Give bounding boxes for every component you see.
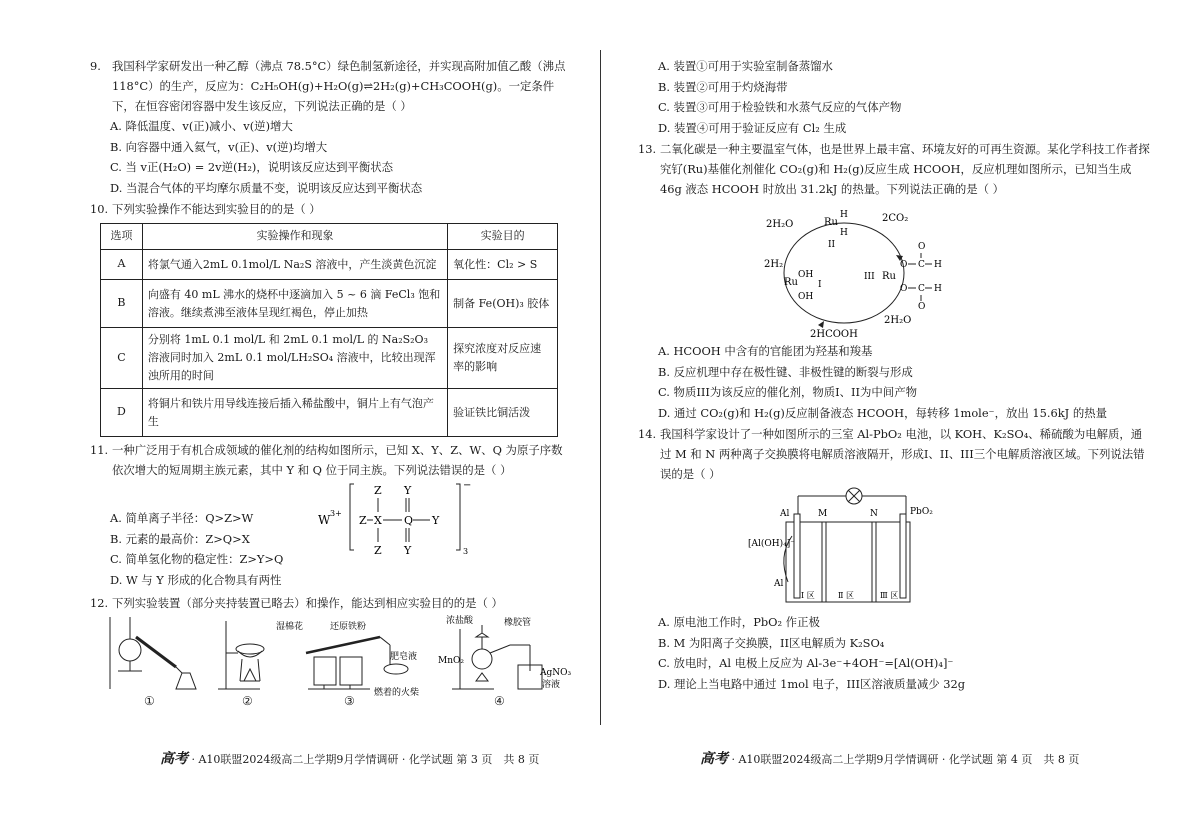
mech-co2: 2CO₂ bbox=[882, 213, 909, 224]
mech-h-right1: H bbox=[934, 260, 942, 270]
footer-text: · A10联盟2024级高二上学期9月学情调研 · 化学试题 第 3 页 共 8 页 bbox=[191, 753, 540, 766]
mech-o-2: O bbox=[900, 284, 908, 294]
mech-oh-left2: OH bbox=[798, 292, 814, 302]
mech-ru-right: Ru bbox=[882, 271, 896, 282]
mech-h2o-top: 2H₂O bbox=[766, 219, 794, 230]
question-14 bbox=[638, 424, 1150, 694]
label-solution: 溶液 bbox=[542, 680, 561, 690]
option-d: D. 当混合气体的平均摩尔质量不变，说明该反应达到平衡状态 bbox=[110, 180, 423, 195]
figure-label-2: ② bbox=[242, 694, 253, 708]
question-12 bbox=[90, 593, 572, 711]
cell-al-bottom: Al bbox=[774, 579, 784, 589]
option-a: A. 原电池工作时，PbO₂ 作正极 bbox=[658, 615, 820, 629]
table-row bbox=[101, 328, 558, 389]
question-stem: 下列实验操作不能达到实验目的的是（ ） bbox=[112, 202, 321, 216]
label-soap: 肥皂液 bbox=[390, 652, 418, 662]
figure-label-1: ① bbox=[144, 694, 155, 708]
atom-z-top: Z bbox=[374, 484, 382, 497]
mech-h2: 2H₂ bbox=[764, 259, 784, 270]
table-header: 实验操作和现象 bbox=[142, 224, 447, 250]
mechanism-diagram bbox=[638, 203, 1150, 341]
atom-y-right: Y bbox=[432, 514, 440, 527]
mech-ru-top: Ru bbox=[824, 217, 838, 228]
option-d: D. 通过 CO₂(g)和 H₂(g)反应制备液态 HCOOH，每转移 1mole⁻，放出 15.6kJ 的热量 bbox=[658, 405, 1107, 420]
structure-subscript: 3 bbox=[463, 547, 469, 556]
mech-o-bottom: O bbox=[918, 302, 926, 312]
mech-roman-1: I bbox=[818, 280, 822, 290]
mech-h-top1: H bbox=[840, 210, 848, 220]
battery-cell-diagram bbox=[638, 486, 1150, 606]
atom-q: Q bbox=[404, 514, 414, 527]
footer-text: · A10联盟2024级高二上学期9月学情调研 · 化学试题 第 4 页 共 8 页 bbox=[731, 753, 1080, 766]
option-b: B. 装置②可用于灼烧海带 bbox=[658, 79, 788, 94]
label-mno2: MnO₂ bbox=[438, 656, 464, 666]
label-reduced-iron: 还原铁粉 bbox=[330, 622, 367, 632]
catalyst-structure-diagram bbox=[316, 478, 476, 558]
page-footer bbox=[160, 750, 539, 769]
mech-o-1: O bbox=[900, 260, 908, 270]
option-d: D. 装置④可用于验证反应有 Cl₂ 生成 bbox=[658, 120, 847, 135]
mech-ru-left: Ru bbox=[784, 277, 798, 288]
question-stem: 一种广泛用于有机合成领域的催化剂的结构如图所示，已知 X、Y、Z、W、Q 为原子序数依次增大的短周期主族元素，其中 Y 和 Q 位于同主族。下列说法错误的是（ ） bbox=[112, 443, 563, 477]
option-a: A. 装置①可用于实验室制备蒸馏水 bbox=[658, 59, 833, 73]
mech-oh-left1: OH bbox=[798, 270, 814, 280]
iron-steam-apparatus bbox=[306, 637, 408, 689]
brand-logo: 高考 bbox=[160, 751, 188, 767]
option-c: C. 放电时，Al 电极上反应为 Al-3e⁻+4OH⁻=[Al(OH)₄]⁻ bbox=[658, 656, 954, 670]
question-number: 9. bbox=[90, 59, 101, 73]
option-a: A. 简单离子半径：Q>Z>W bbox=[110, 511, 254, 525]
table-row bbox=[101, 250, 558, 280]
cell-zone-2: Ⅱ 区 bbox=[838, 591, 854, 600]
page-footer bbox=[700, 750, 1079, 769]
distillation-apparatus bbox=[110, 617, 196, 689]
table-header: 实验目的 bbox=[448, 224, 558, 250]
atom-z-left: Z bbox=[359, 514, 367, 527]
mech-roman-3: III bbox=[864, 272, 875, 282]
table-cell-operation: 将氯气通入2mL 0.1mol/L Na₂S 溶液中，产生淡黄色沉淀 bbox=[142, 250, 447, 280]
label-wet-cotton: 湿棉花 bbox=[276, 622, 304, 632]
cell-zone-1: Ⅰ 区 bbox=[801, 591, 815, 600]
question-stem: 下列实验装置（部分夹持装置已略去）和操作，能达到相应实验目的的是（ ） bbox=[112, 596, 503, 610]
label-hcl: 浓盐酸 bbox=[446, 616, 474, 626]
table-cell-goal: 制备 Fe(OH)₃ 胶体 bbox=[448, 280, 558, 328]
mech-o-top: O bbox=[918, 242, 926, 252]
question-9 bbox=[90, 56, 568, 198]
reaction-mechanism bbox=[638, 203, 1150, 341]
question-10 bbox=[90, 199, 568, 437]
mech-h2o-bottom: 2H₂O bbox=[884, 315, 912, 326]
apparatus-figures bbox=[90, 615, 572, 711]
option-c: C. 物质III为该反应的催化剂，物质I、II为中间产物 bbox=[658, 385, 917, 399]
structure-cation: W bbox=[318, 513, 331, 527]
figure-label-4: ④ bbox=[494, 694, 505, 708]
table-cell-option: D bbox=[101, 389, 143, 437]
question-stem: 我国科学家设计了一种如图所示的三室 Al-PbO₂ 电池，以 KOH、K₂SO₄、稀硫酸为电解质，通过 M 和 N 两种离子交换膜将电解质溶液隔开，形成I、II、III三个电解质溶液区域。下列说法错误的是（ ） bbox=[660, 427, 1145, 481]
question-stem: 我国科学家研发出一种乙醇（沸点 78.5°C）绿色制氢新途径，并实现高附加值乙酸（沸点 118°C）的生产，反应为：C₂H₅OH(g)+H₂O(g)⇌2H₂(g)+CH₃COOH(g)。一定条件下，在恒容密闭容器中发生该反应，下列说法正确的是（ ） bbox=[112, 59, 566, 113]
table-cell-goal: 验证铁比铜活泼 bbox=[448, 389, 558, 437]
mech-c-1: C bbox=[918, 260, 925, 270]
option-c: C. 简单氢化物的稳定性：Z>Y>Q bbox=[110, 552, 284, 566]
option-d: D. W 与 Y 形成的化合物具有两性 bbox=[110, 572, 282, 587]
question-number: 12. bbox=[90, 596, 109, 610]
option-c: C. 当 v正(H₂O) = 2v逆(H₂)，说明该反应达到平衡状态 bbox=[110, 160, 394, 174]
option-b: B. 向容器中通入氦气，v(正)、v(逆)均增大 bbox=[110, 139, 328, 154]
left-column bbox=[90, 56, 572, 712]
table-header: 选项 bbox=[101, 224, 143, 250]
table-cell-operation: 分别将 1mL 0.1 mol/L 和 2mL 0.1 mol/L 的 Na₂S₂O₃ 溶液同时加入 2mL 0.1 mol/LH₂SO₄ 溶液中，比较出现浑浊所用的时间 bbox=[142, 328, 447, 389]
option-d: D. 理论上当电路中通过 1mol 电子，III区溶液质量减少 32g bbox=[658, 676, 966, 691]
option-b: B. 元素的最高价：Z>Q>X bbox=[110, 531, 250, 546]
question-stem: 二氧化碳是一种主要温室气体，也是世界上最丰富、环境友好的可再生资源。某化学科技工作者探究钌(Ru)基催化剂催化 CO₂(g)和 H₂(g)反应生成 HCOOH，反应机理如图所示，已知当生成 46g 液态 HCOOH 时放出 31.2kJ 的热量。下列说法正确的是（ ） bbox=[660, 142, 1150, 196]
cell-pbo2: PbO₂ bbox=[910, 507, 933, 517]
table-cell-option: B bbox=[101, 280, 143, 328]
experiment-table bbox=[100, 223, 558, 437]
question-13 bbox=[638, 139, 1150, 423]
label-stopper: 橡胶管 bbox=[504, 618, 532, 628]
cell-al-top: Al bbox=[780, 509, 790, 519]
structure-charge: 3+ bbox=[330, 509, 342, 518]
crucible-apparatus bbox=[218, 621, 264, 689]
table-cell-operation: 向盛有 40 mL 沸水的烧杯中逐滴加入 5 ~ 6 滴 FeCl₃ 饱和溶液。继续煮沸至液体呈现红褐色，停止加热 bbox=[142, 280, 447, 328]
chlorine-apparatus bbox=[452, 625, 542, 689]
atom-y-bottom: Y bbox=[404, 544, 412, 557]
mech-hcooh: 2HCOOH bbox=[810, 329, 858, 340]
option-b: B. M 为阳离子交换膜，II区电解质为 K₂SO₄ bbox=[658, 635, 885, 650]
cell-membrane-m: M bbox=[818, 509, 828, 519]
label-agno3: AgNO₃ bbox=[540, 668, 572, 678]
mech-h-top2: H bbox=[840, 228, 848, 238]
table-cell-option: C bbox=[101, 328, 143, 389]
table-row bbox=[101, 389, 558, 437]
question-number: 10. bbox=[90, 202, 109, 216]
table-cell-goal: 探究浓度对反应速率的影响 bbox=[448, 328, 558, 389]
question-12-options bbox=[638, 56, 1150, 138]
atom-z-bottom: Z bbox=[374, 544, 382, 557]
cell-zone-3: Ⅲ 区 bbox=[880, 591, 899, 600]
option-a: A. 降低温度、v(正)减小、v(逆)增大 bbox=[110, 119, 293, 133]
option-b: B. 反应机理中存在极性键、非极性键的断裂与形成 bbox=[658, 364, 913, 379]
table-cell-goal: 氧化性：Cl₂ > S bbox=[448, 250, 558, 280]
right-column bbox=[638, 56, 1150, 695]
question-number: 11. bbox=[90, 443, 109, 457]
atom-y-top: Y bbox=[404, 484, 412, 497]
question-number: 14. bbox=[638, 427, 657, 441]
table-cell-operation: 将铜片和铁片用导线连接后插入稀盐酸中，铜片上有气泡产生 bbox=[142, 389, 447, 437]
option-a: A. HCOOH 中含有的官能团为羟基和羧基 bbox=[658, 344, 873, 358]
structure-minus: − bbox=[463, 480, 472, 491]
figure-label-3: ③ bbox=[344, 694, 355, 708]
atom-x: X bbox=[374, 514, 382, 527]
brand-logo: 高考 bbox=[700, 751, 728, 767]
mech-c-2: C bbox=[918, 284, 925, 294]
table-row bbox=[101, 280, 558, 328]
battery-cell bbox=[638, 486, 1150, 606]
page-right bbox=[600, 0, 1200, 815]
cell-aloh4: [Al(OH)₄]⁻ bbox=[748, 539, 796, 549]
mech-h-right2: H bbox=[934, 284, 942, 294]
apparatus-drawings bbox=[90, 615, 568, 695]
cell-membrane-n: N bbox=[870, 509, 878, 519]
question-11 bbox=[90, 440, 568, 592]
mech-roman-2: II bbox=[828, 240, 836, 250]
table-header-row bbox=[101, 224, 558, 250]
label-flame: 燃着的火柴 bbox=[374, 688, 420, 698]
table-cell-option: A bbox=[101, 250, 143, 280]
option-c: C. 装置③可用于检验铁和水蒸气反应的气体产物 bbox=[658, 100, 902, 114]
question-number: 13. bbox=[638, 142, 657, 156]
